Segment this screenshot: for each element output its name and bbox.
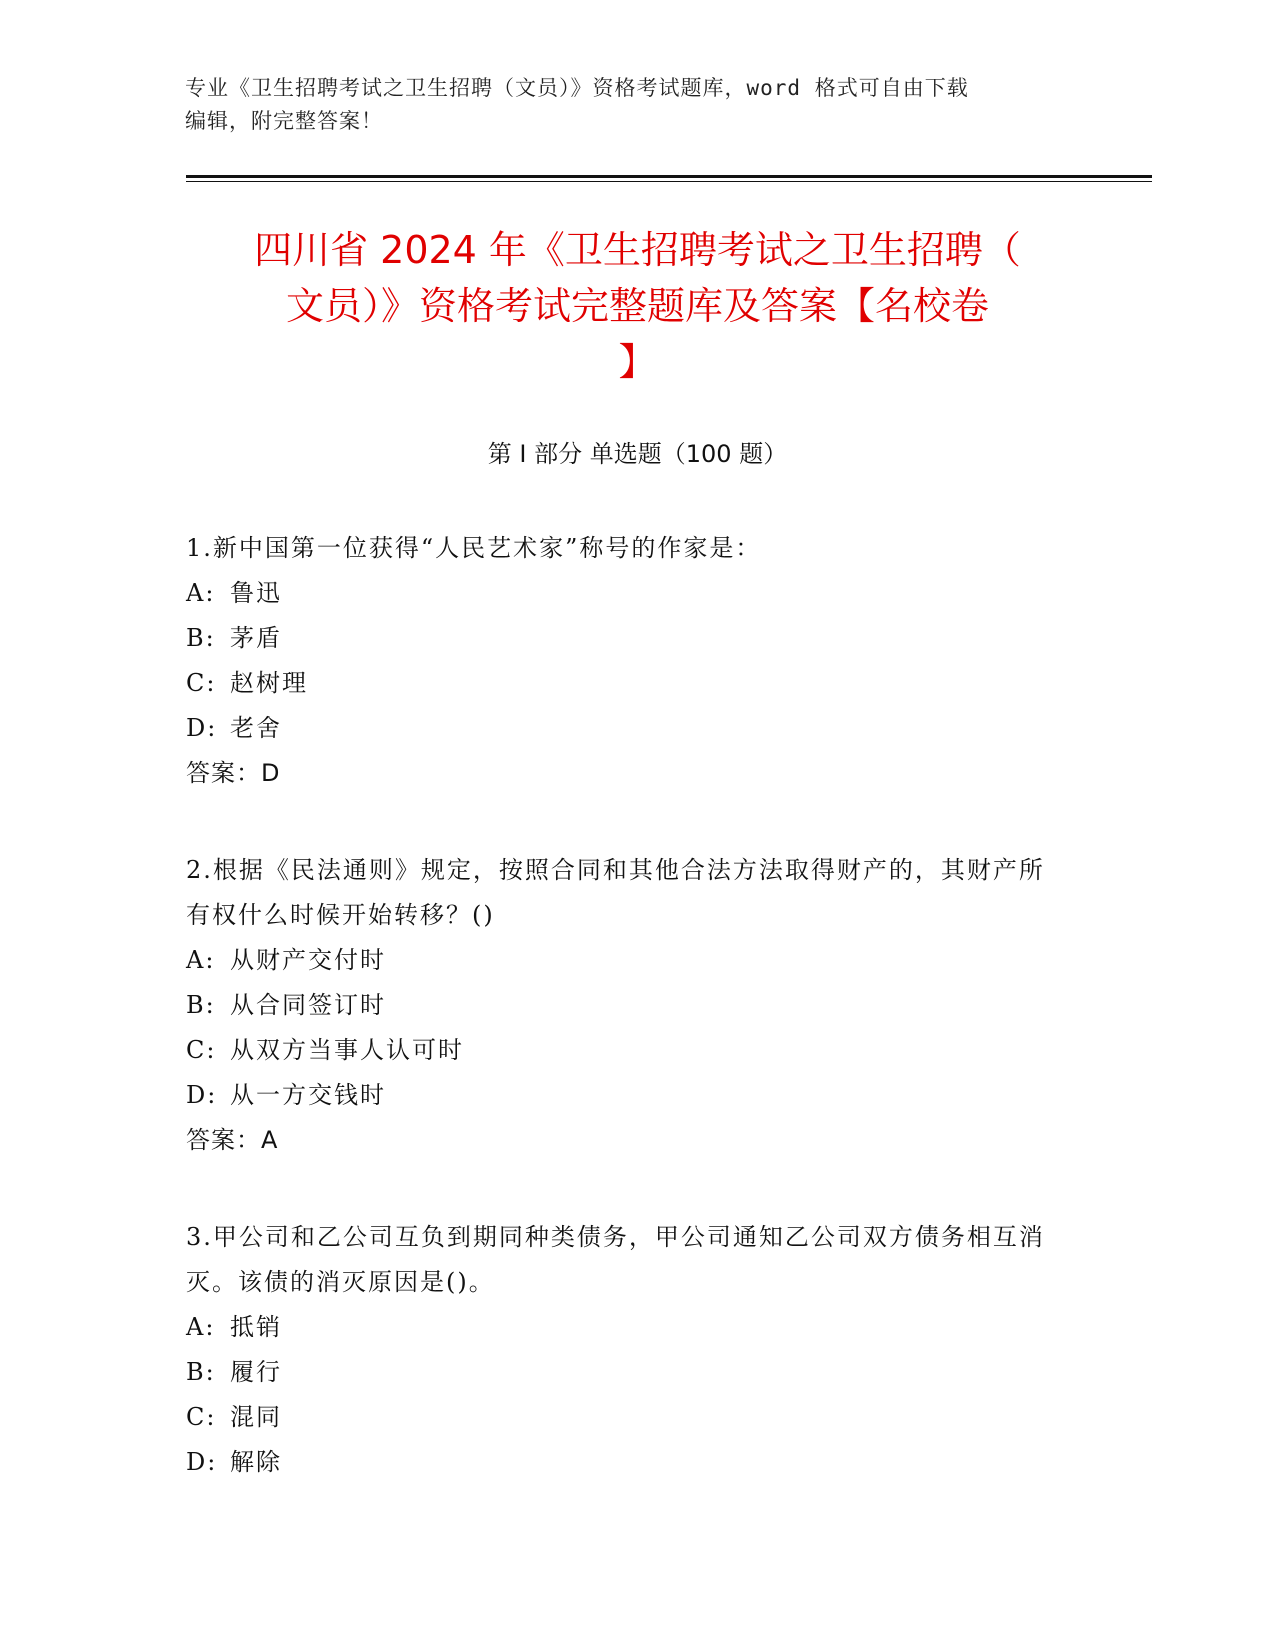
option-text: 从财产交付时 xyxy=(230,946,386,974)
option-text: 茅盾 xyxy=(230,624,282,652)
option-text: 履行 xyxy=(230,1358,282,1386)
option-key: B: xyxy=(186,1358,216,1386)
option-text: 混同 xyxy=(230,1403,282,1431)
option-text: 赵树理 xyxy=(230,669,308,697)
option-d xyxy=(186,1073,1066,1118)
option-key: B: xyxy=(186,991,216,1019)
question-1 xyxy=(186,526,1066,796)
option-text: 鲁迅 xyxy=(230,579,282,607)
option-key: A: xyxy=(186,579,216,607)
option-c xyxy=(186,661,1066,706)
question-stem: 2.根据《民法通则》规定，按照合同和其他合法方法取得财产的，其财产所有权什么时候开始转移？() xyxy=(186,856,1045,929)
section-title: 第 I 部分 单选题（100 题） xyxy=(487,440,788,468)
option-key: C: xyxy=(186,1403,217,1431)
option-text: 从合同签订时 xyxy=(230,991,386,1019)
option-text: 从双方当事人认可时 xyxy=(230,1036,464,1064)
option-c xyxy=(186,1028,1066,1073)
option-key: B: xyxy=(186,624,216,652)
question-stem: 1.新中国第一位获得“人民艺术家”称号的作家是： xyxy=(186,534,762,562)
header-rule-thick xyxy=(186,175,1152,178)
document-title-line-3: 】 xyxy=(618,340,657,384)
option-key: A: xyxy=(186,946,216,974)
option-key: D: xyxy=(186,714,218,742)
option-key: A: xyxy=(186,1313,216,1341)
question-list xyxy=(186,526,1066,1537)
option-c xyxy=(186,1395,1066,1440)
document-title-line-1: 四川省 2024 年《卫生招聘考试之卫生招聘（ xyxy=(254,228,1021,272)
question-2 xyxy=(186,848,1066,1163)
header-rule-thin xyxy=(186,181,1152,182)
option-b xyxy=(186,616,1066,661)
option-text: 从一方交钱时 xyxy=(230,1081,386,1109)
option-key: D: xyxy=(186,1081,218,1109)
option-d xyxy=(186,1440,1066,1485)
document-title xyxy=(175,222,1100,390)
option-a xyxy=(186,1305,1066,1350)
header-note xyxy=(185,72,1065,138)
option-a xyxy=(186,571,1066,616)
option-a xyxy=(186,938,1066,983)
option-text: 抵销 xyxy=(230,1313,282,1341)
header-note-line-2: 编辑，附完整答案！ xyxy=(185,109,383,133)
document-title-line-2: 文员）》资格考试完整题库及答案【名校卷 xyxy=(285,284,989,328)
option-key: D: xyxy=(186,1448,218,1476)
header-note-line-1: 专业《卫生招聘考试之卫生招聘（文员）》资格考试题库，word 格式可自由下载 xyxy=(185,76,969,100)
option-key: C: xyxy=(186,1036,217,1064)
option-key: C: xyxy=(186,669,217,697)
option-text: 老舍 xyxy=(230,714,282,742)
answer-line: 答案：A xyxy=(186,1126,279,1154)
question-3 xyxy=(186,1215,1066,1485)
option-d xyxy=(186,706,1066,751)
option-text: 解除 xyxy=(230,1448,282,1476)
answer-line: 答案：D xyxy=(186,759,281,787)
option-b xyxy=(186,1350,1066,1395)
question-stem: 3.甲公司和乙公司互负到期同种类债务，甲公司通知乙公司双方债务相互消灭。该债的消灭原因是()。 xyxy=(186,1223,1045,1296)
option-b xyxy=(186,983,1066,1028)
